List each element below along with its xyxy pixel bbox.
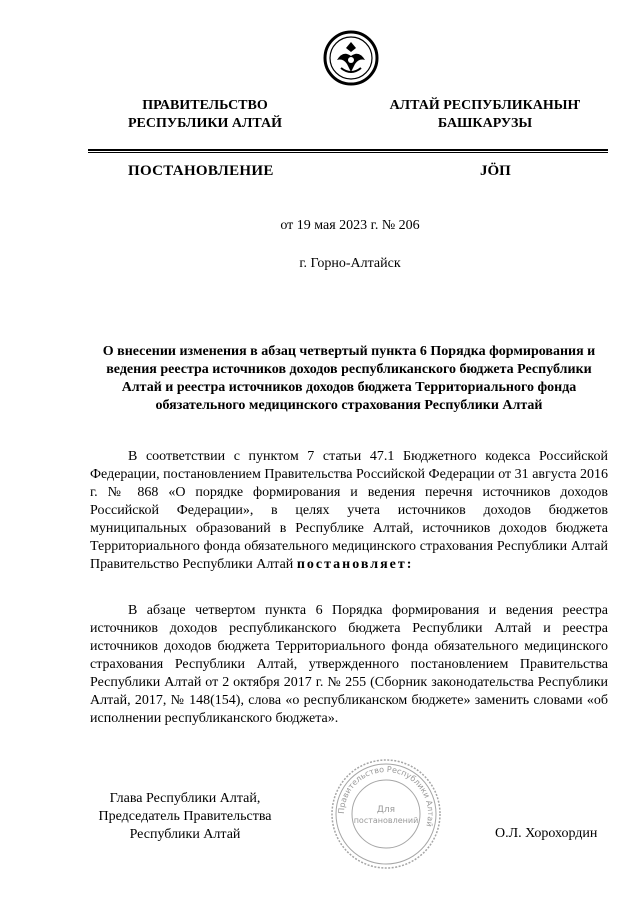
signatory-name: О.Л. Хорохордин xyxy=(495,826,598,841)
stamp-center-line-1: Для xyxy=(376,805,396,815)
official-stamp xyxy=(330,758,442,870)
paragraph-preamble xyxy=(90,448,608,574)
header-left-line-2: РЕСПУБЛИКИ АЛТАЙ xyxy=(127,116,283,131)
paragraph-preamble-text: В соответствии с пунктом 7 статьи 47.1 Бюджетного кодекса Российской Федерации, постановлением Правительства Российской Федерации от 31 августа 2016 г. № 868 «О порядке формирования и ведения перечня источников доходов Российской Федерации», в целях учета источников доходов бюджетов муниципальных образований в Республике Алтай, источников доходов бюджета Территориального фонда обязательного медицинского страхования Республики Алтай Правительство Республики Алтай xyxy=(90,449,608,572)
document-title: О внесении изменения в абзац четвертый пункта 6 Порядка формирования и ведения реестра источников доходов республиканского бюджета Республики Алтай и реестра источников доходов бюджета Территориального фонда обязательного медицинского страхования Республики Алтай xyxy=(102,344,596,413)
signatory-position-line-2: Председатель Правительства xyxy=(98,809,272,824)
city-line: г. Горно-Алтайск xyxy=(299,256,401,271)
decree-keyword: постановляет: xyxy=(296,557,414,572)
header-divider-thin xyxy=(88,152,608,153)
header-divider-thick xyxy=(88,149,608,151)
paragraph-amendment: В абзаце четвертом пункта 6 Порядка формирования и ведения реестра источников доходов республиканского бюджета Республики Алтай и реестра источников доходов бюджета Территориального фонда обязательного медицинского страхования Республики Алтай, утвержденного постановлением Правительства Республики Алтай от 2 октября 2017 г. № 255 (Сборник законодательства Республики Алтай, 2017, № 148(154), слова «о республиканском бюджете» заменить словами «об исполнении республиканского бюджета». xyxy=(90,603,608,726)
doc-type-right: JÖП xyxy=(480,163,511,179)
header-right xyxy=(375,97,595,133)
date-line: от 19 мая 2023 г. № 206 xyxy=(280,218,420,233)
stamp-center-line-2: постановлений xyxy=(353,816,419,825)
doc-type-left: ПОСТАНОВЛЕНИЕ xyxy=(128,163,274,179)
signatory-position-line-1: Глава Республики Алтай, xyxy=(109,791,261,806)
header-right-line-2: БАШКАРУЗЫ xyxy=(437,116,533,131)
signatory-position xyxy=(90,790,280,844)
header-right-line-1: АЛТАЙ РЕСПУБЛИКАНЫҤ xyxy=(389,98,581,113)
coat-of-arms-emblem xyxy=(323,30,379,86)
header-left xyxy=(100,97,310,133)
stamp-ring-text: Правительство Республики Алтай xyxy=(336,764,436,828)
header-left-line-1: ПРАВИТЕЛЬСТВО xyxy=(142,98,268,113)
signatory-position-line-3: Республики Алтай xyxy=(129,827,241,842)
